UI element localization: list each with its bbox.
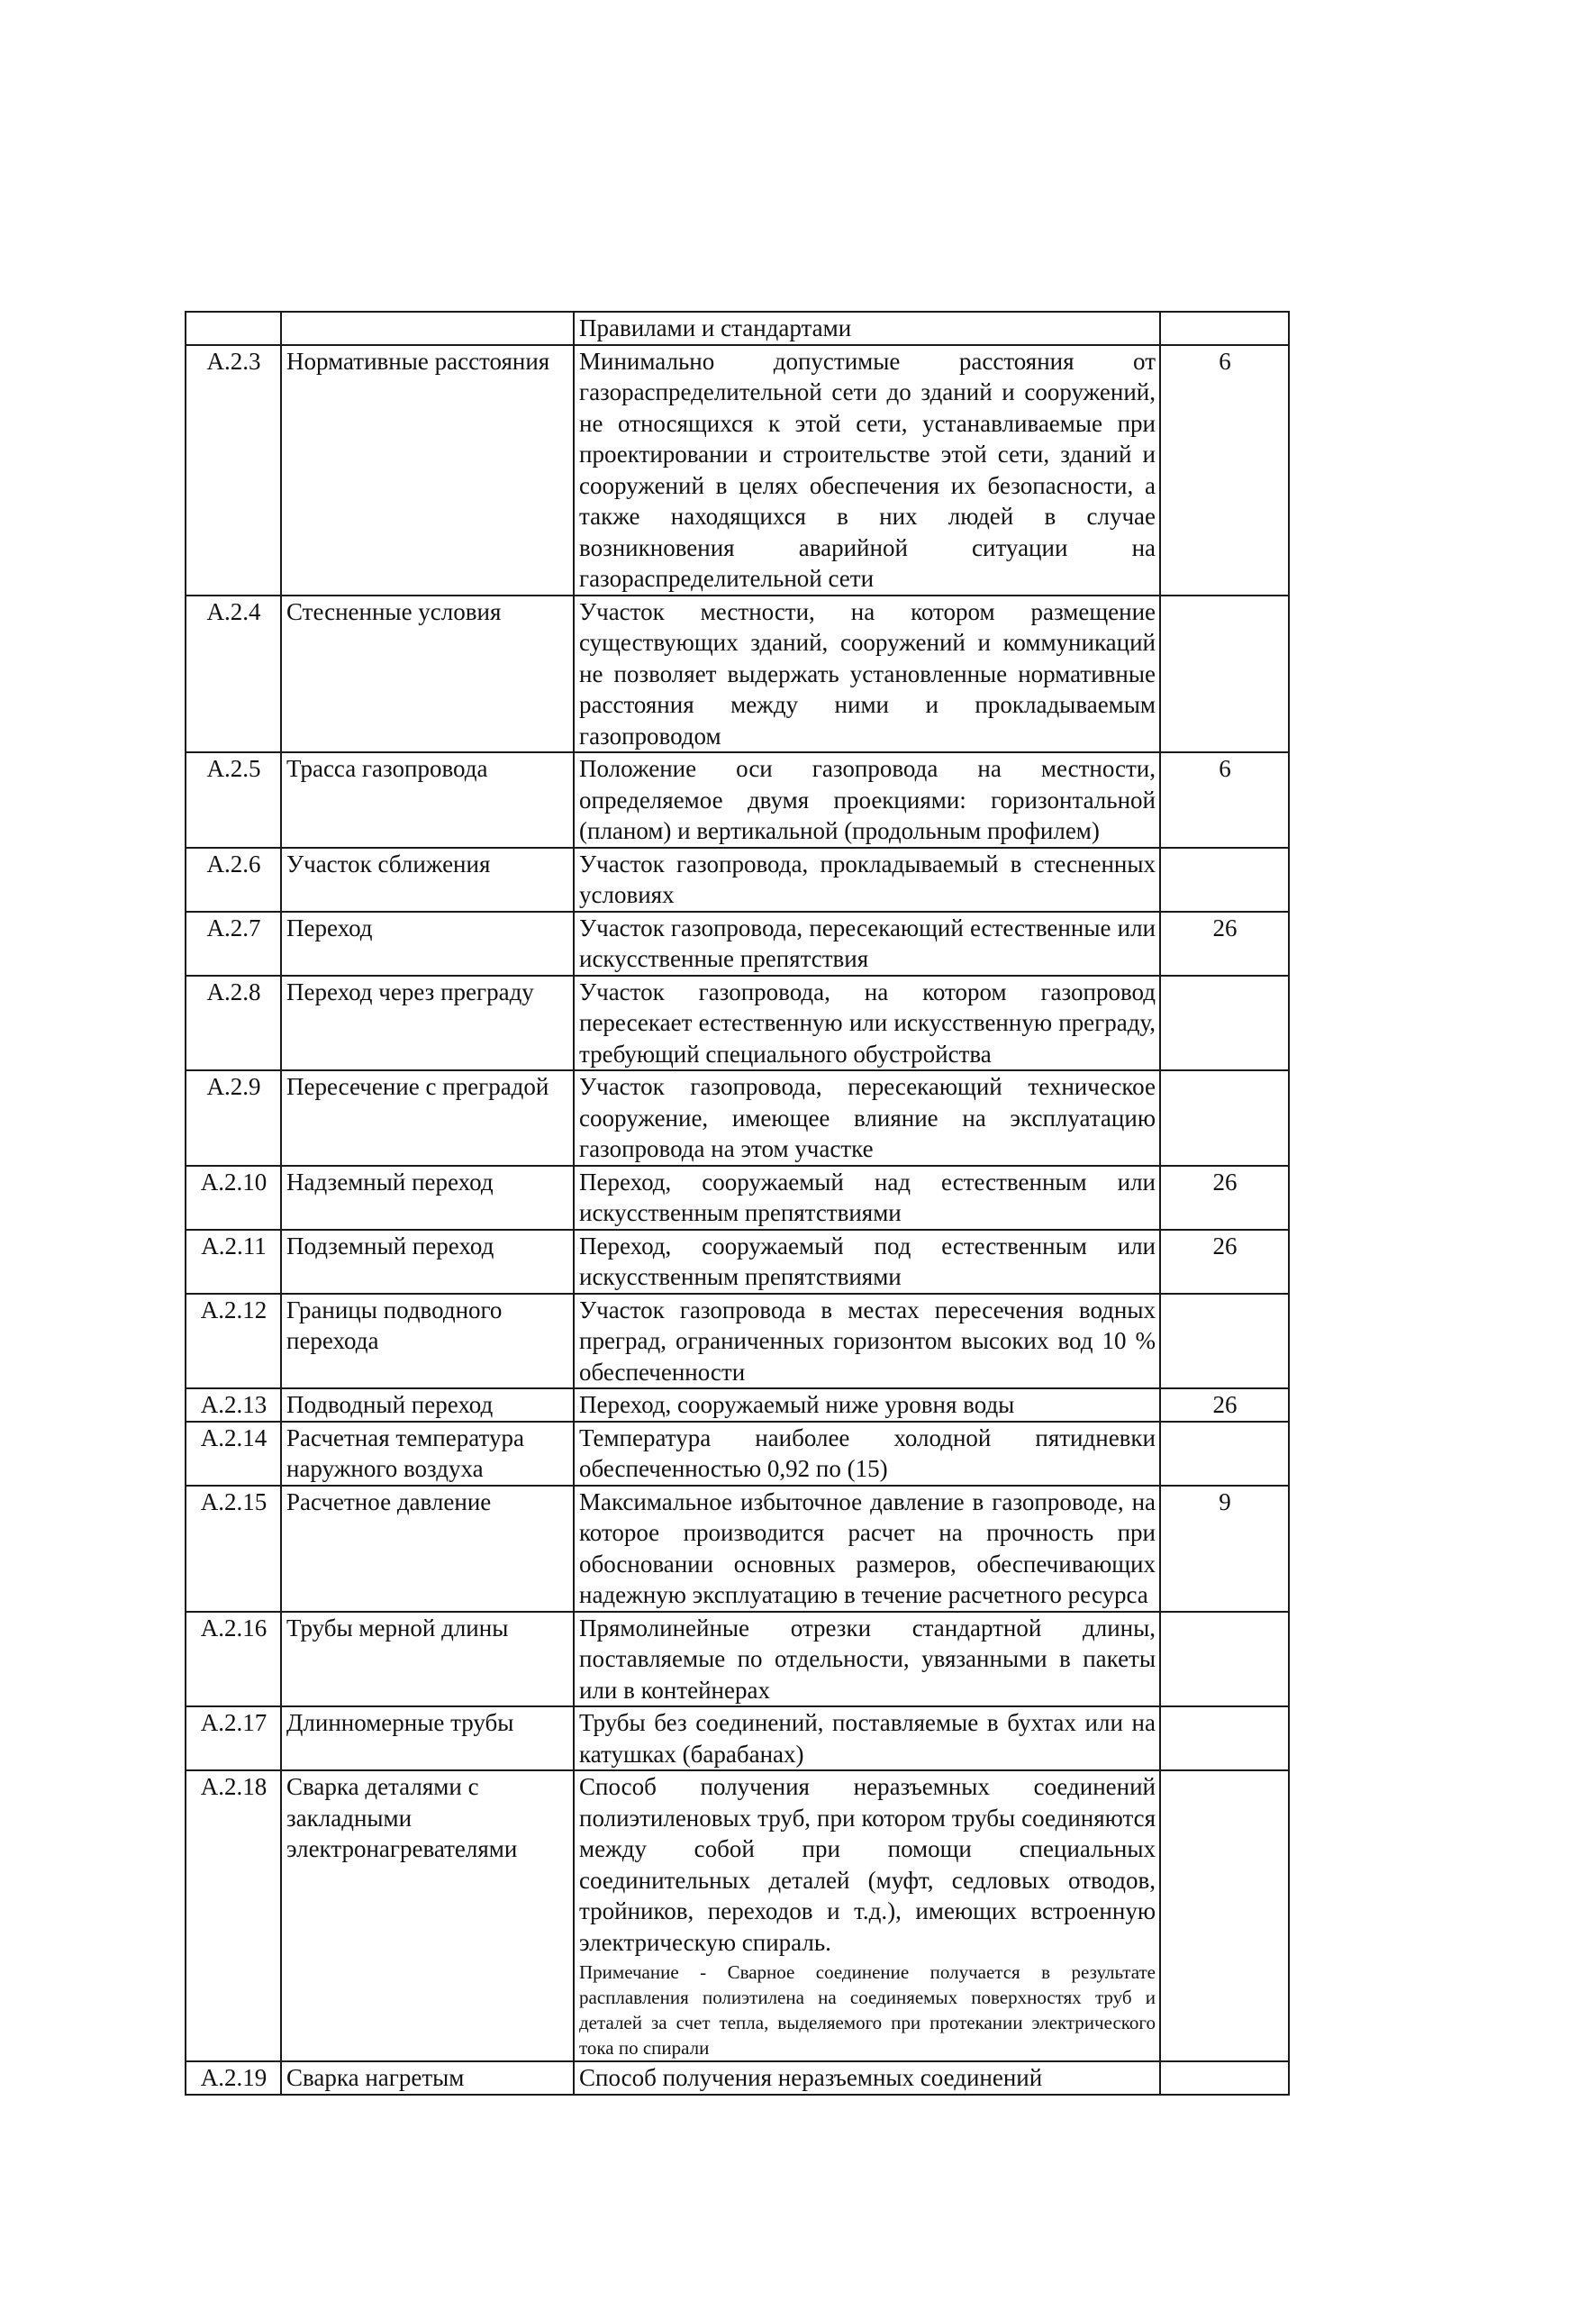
table-row — [186, 752, 1289, 848]
term-definition-cell — [574, 1486, 1160, 1612]
term-definition-cell — [574, 1770, 1160, 2061]
term-name: Трубы мерной длины — [281, 1612, 574, 1707]
term-definition-cell — [574, 1230, 1160, 1294]
reference-number: 26 — [1160, 1388, 1289, 1422]
term-definition: Способ получения неразъемных соединений полиэтиленовых труб, при котором трубы соединяются между собой при помощи специальных соединительных деталей (муфт, седловых отводов, тройников, переходов и т.д.), имеющих встроенную электрическую спираль. — [579, 1773, 1156, 1956]
term-name: Сварка нагретым — [281, 2061, 574, 2095]
reference-number — [1160, 1294, 1289, 1389]
term-definition: Участок газопровода в местах пересечения водных преград, ограниченных горизонтом высоких вод 10 % обеспеченности — [579, 1296, 1156, 1386]
table-row — [186, 1294, 1289, 1389]
term-definition-cell — [574, 1706, 1160, 1770]
clause-number: А.2.4 — [186, 596, 281, 753]
definitions-table-body — [186, 312, 1289, 2095]
reference-number — [1160, 848, 1289, 912]
reference-number — [1160, 1706, 1289, 1770]
clause-number: А.2.16 — [186, 1612, 281, 1707]
reference-number: 26 — [1160, 912, 1289, 976]
clause-number — [186, 312, 281, 345]
reference-number — [1160, 1612, 1289, 1707]
table-row — [186, 345, 1289, 596]
table-row — [186, 1612, 1289, 1707]
term-definition-cell — [574, 1294, 1160, 1389]
term-name: Переход через преграду — [281, 976, 574, 1071]
reference-number — [1160, 2061, 1289, 2095]
term-name: Пересечение с преградой — [281, 1070, 574, 1166]
term-definition-cell — [574, 1070, 1160, 1166]
table-row — [186, 1770, 1289, 2061]
clause-number: А.2.3 — [186, 345, 281, 596]
clause-number: А.2.9 — [186, 1070, 281, 1166]
clause-number: А.2.19 — [186, 2061, 281, 2095]
table-row — [186, 312, 1289, 345]
term-definition: Участок газопровода, на котором газопровод пересекает естественную или искусственную преграду, требующий специального обустройства — [579, 978, 1156, 1068]
reference-number — [1160, 1422, 1289, 1486]
term-definition: Участок газопровода, прокладываемый в стесненных условиях — [579, 850, 1156, 908]
clause-number: А.2.10 — [186, 1166, 281, 1230]
term-definition: Минимально допустимые расстояния от газораспределительной сети до зданий и сооружений, не относящихся к этой сети, устанавливаемые при проектировании и строительстве этой сети, зданий и сооружений в целях обеспечения их безопасности, а также находящихся в них людей в случае возникновения аварийной ситуации на газораспределительной сети — [579, 347, 1156, 592]
term-definition: Температура наиболее холодной пятидневки обеспеченностью 0,92 по (15) — [579, 1423, 1156, 1482]
term-name: Надземный переход — [281, 1166, 574, 1230]
table-row — [186, 912, 1289, 976]
clause-number: А.2.8 — [186, 976, 281, 1071]
term-name: Переход — [281, 912, 574, 976]
clause-number: А.2.14 — [186, 1422, 281, 1486]
table-row — [186, 1486, 1289, 1612]
term-definition: Переход, сооружаемый над естественным или искусственным препятствиями — [579, 1168, 1156, 1226]
term-definition-cell — [574, 976, 1160, 1071]
table-row — [186, 1070, 1289, 1166]
clause-number: А.2.18 — [186, 1770, 281, 2061]
term-definition: Переход, сооружаемый под естественным или искусственным препятствиями — [579, 1232, 1156, 1290]
term-name: Длинномерные трубы — [281, 1706, 574, 1770]
table-row — [186, 1230, 1289, 1294]
term-definition: Трубы без соединений, поставляемые в бухтах или на катушках (барабанах) — [579, 1709, 1156, 1768]
term-definition: Участок газопровода, пересекающий техническое сооружение, имеющее влияние на эксплуатацию газопровода на этом участке — [579, 1073, 1156, 1162]
table-row — [186, 1422, 1289, 1486]
term-name: Трасса газопровода — [281, 752, 574, 848]
term-definition: Способ получения неразъемных соединений — [579, 2064, 1043, 2091]
term-definition: Участок местности, на котором размещение существующих зданий, сооружений и коммуникаций не позволяет выдержать установленные нормативные расстояния между ними и прокладываемым газопроводом — [579, 597, 1156, 750]
term-name: Границы подводного перехода — [281, 1294, 574, 1389]
term-definition: Прямолинейные отрезки стандартной длины, поставляемые по отдельности, увязанными в пакеты или в контейнерах — [579, 1614, 1156, 1704]
term-definition: Участок газопровода, пересекающий естественные или искусственные препятствия — [579, 914, 1156, 972]
clause-number: А.2.15 — [186, 1486, 281, 1612]
term-name — [281, 312, 574, 345]
term-definition-cell — [574, 1388, 1160, 1422]
term-definition: Максимальное избыточное давление в газопроводе, на которое производится расчет на прочность при обосновании основных размеров, обеспечивающих надежную эксплуатацию в течение расчетного ресурса — [579, 1487, 1156, 1608]
table-row — [186, 848, 1289, 912]
reference-number: 9 — [1160, 1486, 1289, 1612]
term-name: Сварка деталями с закладными электронагревателями — [281, 1770, 574, 2061]
term-definition-cell — [574, 596, 1160, 753]
term-definition: Переход, сооружаемый ниже уровня воды — [579, 1391, 1015, 1418]
reference-number: 6 — [1160, 345, 1289, 596]
term-definition-cell — [574, 1422, 1160, 1486]
term-name: Стесненные условия — [281, 596, 574, 753]
table-row — [186, 1166, 1289, 1230]
reference-number — [1160, 596, 1289, 753]
term-definition: Положение оси газопровода на местности, определяемое двумя проекциями: горизонтальной (планом) и вертикальной (продольным профилем) — [579, 755, 1156, 844]
table-row — [186, 976, 1289, 1071]
term-name: Расчетная температура наружного воздуха — [281, 1422, 574, 1486]
reference-number: 26 — [1160, 1166, 1289, 1230]
clause-number: А.2.13 — [186, 1388, 281, 1422]
reference-number — [1160, 312, 1289, 345]
definitions-table — [185, 311, 1290, 2096]
term-definition-cell — [574, 1612, 1160, 1707]
term-definition-cell — [574, 312, 1160, 345]
clause-number: А.2.11 — [186, 1230, 281, 1294]
table-row — [186, 1706, 1289, 1770]
definition-note: Примечание - Сварное соединение получается в результате расплавления полиэтилена на соединяемых поверхностях труб и деталей за счет тепла, выделяемого при протекании электрического тока по спирали — [579, 1961, 1156, 2059]
reference-number: 26 — [1160, 1230, 1289, 1294]
term-name: Расчетное давление — [281, 1486, 574, 1612]
clause-number: А.2.5 — [186, 752, 281, 848]
term-name: Подземный переход — [281, 1230, 574, 1294]
clause-number: А.2.17 — [186, 1706, 281, 1770]
table-row — [186, 1388, 1289, 1422]
term-definition-cell — [574, 345, 1160, 596]
term-name: Подводный переход — [281, 1388, 574, 1422]
term-definition-cell — [574, 752, 1160, 848]
term-definition-cell — [574, 1166, 1160, 1230]
clause-number: А.2.7 — [186, 912, 281, 976]
table-row — [186, 2061, 1289, 2095]
term-definition-cell — [574, 912, 1160, 976]
reference-number — [1160, 1770, 1289, 2061]
reference-number — [1160, 976, 1289, 1071]
reference-number — [1160, 1070, 1289, 1166]
term-definition-cell — [574, 2061, 1160, 2095]
term-definition-cell — [574, 848, 1160, 912]
table-row — [186, 596, 1289, 753]
term-definition: Правилами и стандартами — [579, 314, 852, 341]
clause-number: А.2.12 — [186, 1294, 281, 1389]
term-name: Участок сближения — [281, 848, 574, 912]
clause-number: А.2.6 — [186, 848, 281, 912]
reference-number: 6 — [1160, 752, 1289, 848]
term-name: Нормативные расстояния — [281, 345, 574, 596]
